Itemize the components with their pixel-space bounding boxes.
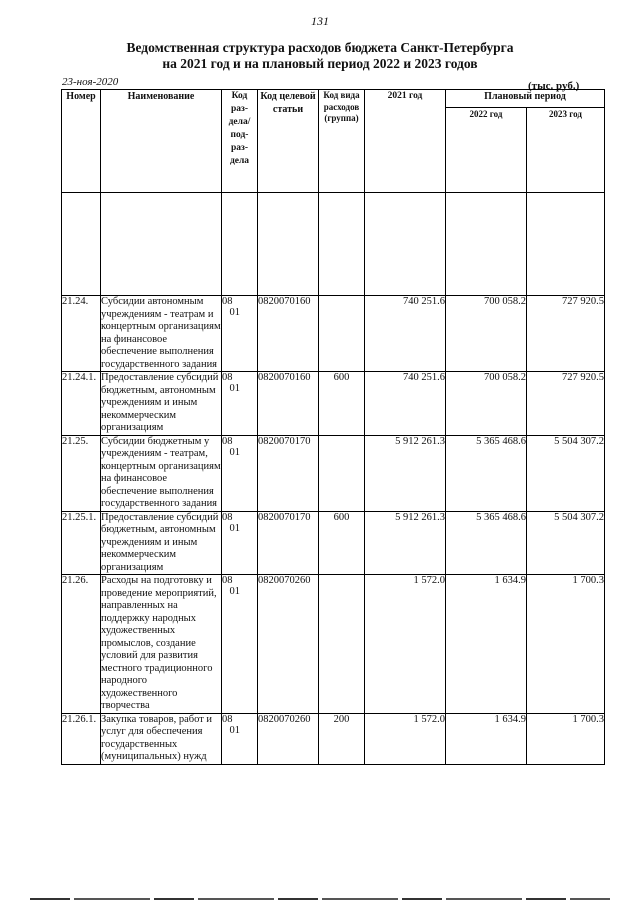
row-target-code: 0820070260	[258, 713, 319, 764]
header-spacer-row	[62, 193, 605, 296]
subsection-code: 01	[229, 307, 240, 318]
row-name: Расходы на подготовку и проведение мероприятий, направленных на поддержку народных художественных промыслов, создание условий для развития местного традиционного народного художественного творчества	[101, 575, 222, 714]
section-code: 08	[222, 372, 233, 383]
row-section	[222, 435, 258, 511]
document-title	[0, 40, 640, 72]
row-2022: 1 634.9	[446, 575, 527, 714]
row-number: 21.24.1.	[62, 372, 101, 436]
table-row	[62, 511, 605, 575]
table-row	[62, 372, 605, 436]
row-2022: 1 634.9	[446, 713, 527, 764]
row-2023: 1 700.3	[527, 713, 605, 764]
header-expense-type: Код вида расходов (группа)	[319, 90, 365, 193]
row-2023: 1 700.3	[527, 575, 605, 714]
subsection-code: 01	[229, 586, 240, 597]
section-code: 08	[222, 575, 233, 586]
row-2023: 5 504 307.2	[527, 435, 605, 511]
row-expense-type	[319, 296, 365, 372]
section-code: 08	[222, 435, 233, 447]
header-target-code: Код целевой статьи	[258, 90, 319, 193]
row-section	[222, 575, 258, 714]
section-code: 08	[222, 713, 233, 725]
row-number: 21.26.	[62, 575, 101, 714]
row-section	[222, 713, 258, 764]
row-name: Закупка товаров, работ и услуг для обеспечения государственных (муниципальных) нужд	[101, 713, 222, 764]
table-row	[62, 435, 605, 511]
row-name: Субсидии бюджетным у учреждениям - театрам, концертным организациям на финансовое обеспечение выполнения государственного задания	[101, 435, 221, 509]
title-line-2: на 2021 год и на плановый период 2022 и 2023 годов	[162, 56, 478, 71]
row-target-code: 0820070160	[258, 372, 319, 436]
row-number: 21.26.1.	[62, 713, 101, 764]
row-section	[222, 372, 258, 436]
row-2021: 740 251.6	[365, 296, 446, 372]
header-number: Номер	[62, 90, 101, 193]
row-expense-type: 600	[319, 372, 365, 436]
title-line-1: Ведомственная структура расходов бюджета Санкт-Петербурга	[126, 40, 514, 55]
section-code: 08	[222, 511, 233, 523]
row-number: 21.24.	[62, 296, 101, 372]
header-2022: 2022 год	[446, 108, 527, 193]
scan-footer-line	[30, 898, 610, 900]
row-target-code: 0820070170	[258, 435, 319, 511]
row-2023: 727 920.5	[527, 296, 605, 372]
row-target-code: 0820070170	[258, 511, 319, 575]
row-expense-type	[319, 575, 365, 714]
row-2022: 5 365 468.6	[446, 435, 527, 511]
budget-table	[61, 89, 605, 765]
header-section-code: Код раз- дела/ под- раз- дела	[222, 90, 258, 193]
row-2022: 700 058.2	[446, 372, 527, 436]
unit-label: (тыс. руб.)	[528, 80, 580, 92]
row-2021: 740 251.6	[365, 372, 446, 436]
header-2021: 2021 год	[365, 90, 446, 193]
table-row	[62, 713, 605, 764]
row-2023: 5 504 307.2	[527, 511, 605, 575]
row-2021: 1 572.0	[365, 575, 446, 714]
table-row	[62, 575, 605, 714]
row-section	[222, 511, 258, 575]
row-expense-type: 200	[319, 713, 365, 764]
subsection-code: 01	[229, 446, 240, 458]
row-name: Предоставление субсидий бюджетным, автономным учреждениям и иным некоммерческим организациям	[101, 511, 222, 575]
header-2023: 2023 год	[527, 108, 605, 193]
header-planned-period: Плановый период	[446, 90, 605, 108]
row-number: 21.25.1.	[62, 511, 101, 575]
row-2021: 5 912 261.3	[365, 435, 446, 511]
row-expense-type: 600	[319, 511, 365, 575]
row-name: Предоставление субсидий бюджетным, автономным учреждениям и иным некоммерческим организациям	[101, 372, 222, 436]
section-code: 08	[222, 296, 233, 307]
row-number: 21.25.	[62, 435, 101, 511]
page-number: 131	[311, 14, 329, 28]
document-date: 23-ноя-2020	[62, 76, 119, 88]
row-2021: 5 912 261.3	[365, 511, 446, 575]
subsection-code: 01	[229, 383, 240, 394]
subsection-code: 01	[229, 522, 240, 534]
row-2021: 1 572.0	[365, 713, 446, 764]
subsection-code: 01	[229, 724, 240, 736]
row-target-code: 0820070160	[258, 296, 319, 372]
row-2022: 700 058.2	[446, 296, 527, 372]
table-row	[62, 296, 605, 372]
row-name: Субсидии автономным учреждениям - театрам и концертным организациям на финансовое обеспечение выполнения государственного задания	[101, 296, 221, 370]
header-name: Наименование	[101, 90, 222, 193]
row-2023: 727 920.5	[527, 372, 605, 436]
row-expense-type	[319, 435, 365, 511]
row-section	[222, 296, 258, 372]
row-2022: 5 365 468.6	[446, 511, 527, 575]
row-target-code: 0820070260	[258, 575, 319, 714]
